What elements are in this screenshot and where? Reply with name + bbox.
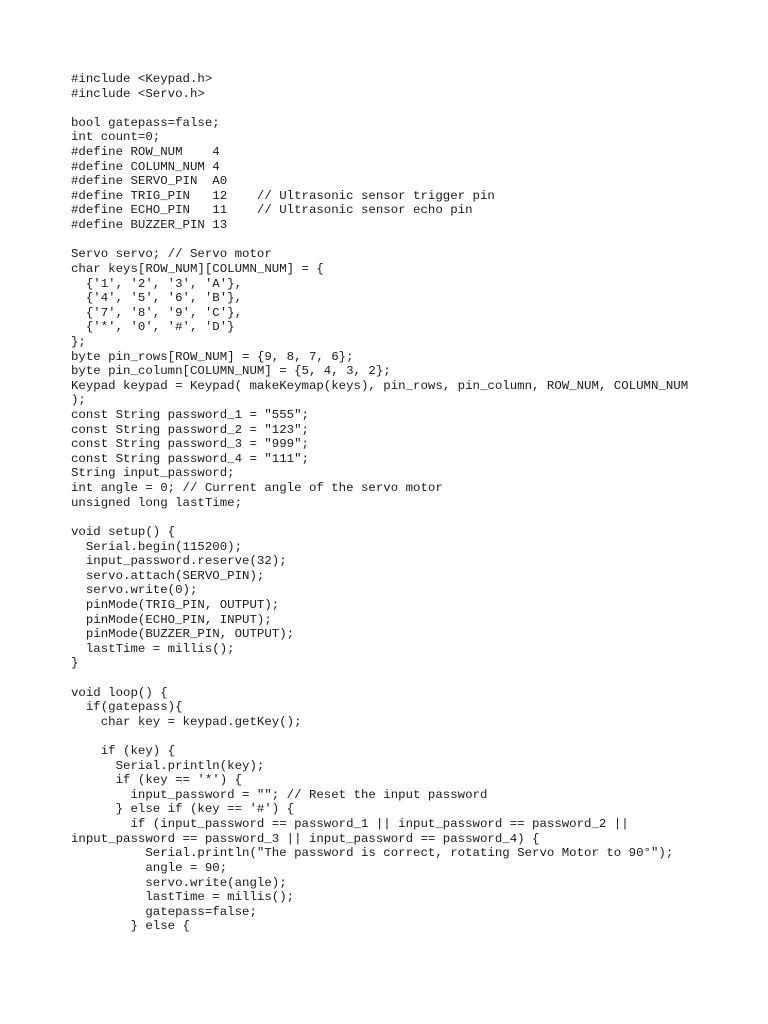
code-line: Keypad keypad = Keypad( makeKeymap(keys), pin_rows, pin_column, ROW_NUM, COLUMN_NUM: [71, 378, 689, 393]
code-line: const String password_3 = "999";: [71, 437, 309, 452]
code-line: gatepass=false;: [71, 904, 257, 919]
code-line: bool gatepass=false;: [71, 115, 220, 130]
code-block: [71, 72, 761, 934]
code-line: #define COLUMN_NUM 4: [71, 159, 220, 174]
code-line: if (key) {: [71, 744, 176, 759]
code-line: angle = 90;: [71, 860, 228, 875]
code-line: if (key == '*') {: [71, 773, 243, 788]
code-line: int angle = 0; // Current angle of the servo motor: [71, 481, 443, 496]
code-line: } else if (key == '#') {: [71, 802, 295, 817]
code-line: void loop() {: [71, 685, 168, 700]
code-line: #define BUZZER_PIN 13: [71, 218, 228, 233]
code-line: pinMode(ECHO_PIN, INPUT);: [71, 612, 272, 627]
blank-line: [71, 233, 761, 248]
code-line: #define SERVO_PIN A0: [71, 174, 228, 189]
code-line: input_password == password_3 || input_password == password_4) {: [71, 831, 540, 846]
code-line: } else {: [71, 919, 190, 934]
code-line: char keys[ROW_NUM][COLUMN_NUM] = {: [71, 261, 324, 276]
code-line: byte pin_column[COLUMN_NUM] = {5, 4, 3, 2};: [71, 364, 391, 379]
code-line: int count=0;: [71, 130, 161, 145]
code-line: void setup() {: [71, 524, 176, 539]
code-line: const String password_2 = "123";: [71, 422, 309, 437]
code-line: #include <Servo.h>: [71, 86, 205, 101]
code-line: input_password = ""; // Reset the input password: [71, 787, 488, 802]
code-line: Serial.println(key);: [71, 758, 265, 773]
code-line: lastTime = millis();: [71, 890, 295, 905]
code-line: #include <Keypad.h>: [71, 72, 213, 86]
blank-line: [71, 510, 761, 525]
code-line: servo.write(angle);: [71, 875, 287, 890]
code-line: Servo servo; // Servo motor: [71, 247, 272, 262]
code-line: #define ECHO_PIN 11 // Ultrasonic sensor echo pin: [71, 203, 473, 218]
code-line: if (input_password == password_1 || input_password == password_2 ||: [71, 817, 629, 832]
code-line: }: [71, 656, 79, 671]
code-line: input_password.reserve(32);: [71, 554, 287, 569]
code-line: servo.attach(SERVO_PIN);: [71, 568, 265, 583]
code-line: lastTime = millis();: [71, 641, 235, 656]
blank-line: [71, 729, 761, 744]
code-line: Serial.begin(115200);: [71, 539, 243, 554]
code-line: const String password_1 = "555";: [71, 408, 309, 423]
code-line: if(gatepass){: [71, 700, 183, 715]
code-line: pinMode(BUZZER_PIN, OUTPUT);: [71, 627, 295, 642]
code-line: unsigned long lastTime;: [71, 495, 243, 510]
code-line: const String password_4 = "111";: [71, 451, 309, 466]
code-line: {'7', '8', '9', 'C'},: [71, 305, 243, 320]
code-line: servo.write(0);: [71, 583, 198, 598]
code-line: #define ROW_NUM 4: [71, 145, 220, 160]
code-line: };: [71, 334, 86, 349]
code-line: {'1', '2', '3', 'A'},: [71, 276, 243, 291]
code-line: {'4', '5', '6', 'B'},: [71, 291, 243, 306]
code-line: );: [71, 393, 86, 408]
code-line: byte pin_rows[ROW_NUM] = {9, 8, 7, 6};: [71, 349, 354, 364]
code-line: Serial.println("The password is correct, rotating Servo Motor to 90°");: [71, 846, 674, 861]
blank-line: [71, 101, 761, 116]
code-line: {'*', '0', '#', 'D'}: [71, 320, 235, 335]
code-line: #define TRIG_PIN 12 // Ultrasonic sensor trigger pin: [71, 188, 495, 203]
code-line: pinMode(TRIG_PIN, OUTPUT);: [71, 597, 280, 612]
code-line: String input_password;: [71, 466, 235, 481]
code-line: char key = keypad.getKey();: [71, 714, 302, 729]
blank-line: [71, 671, 761, 686]
